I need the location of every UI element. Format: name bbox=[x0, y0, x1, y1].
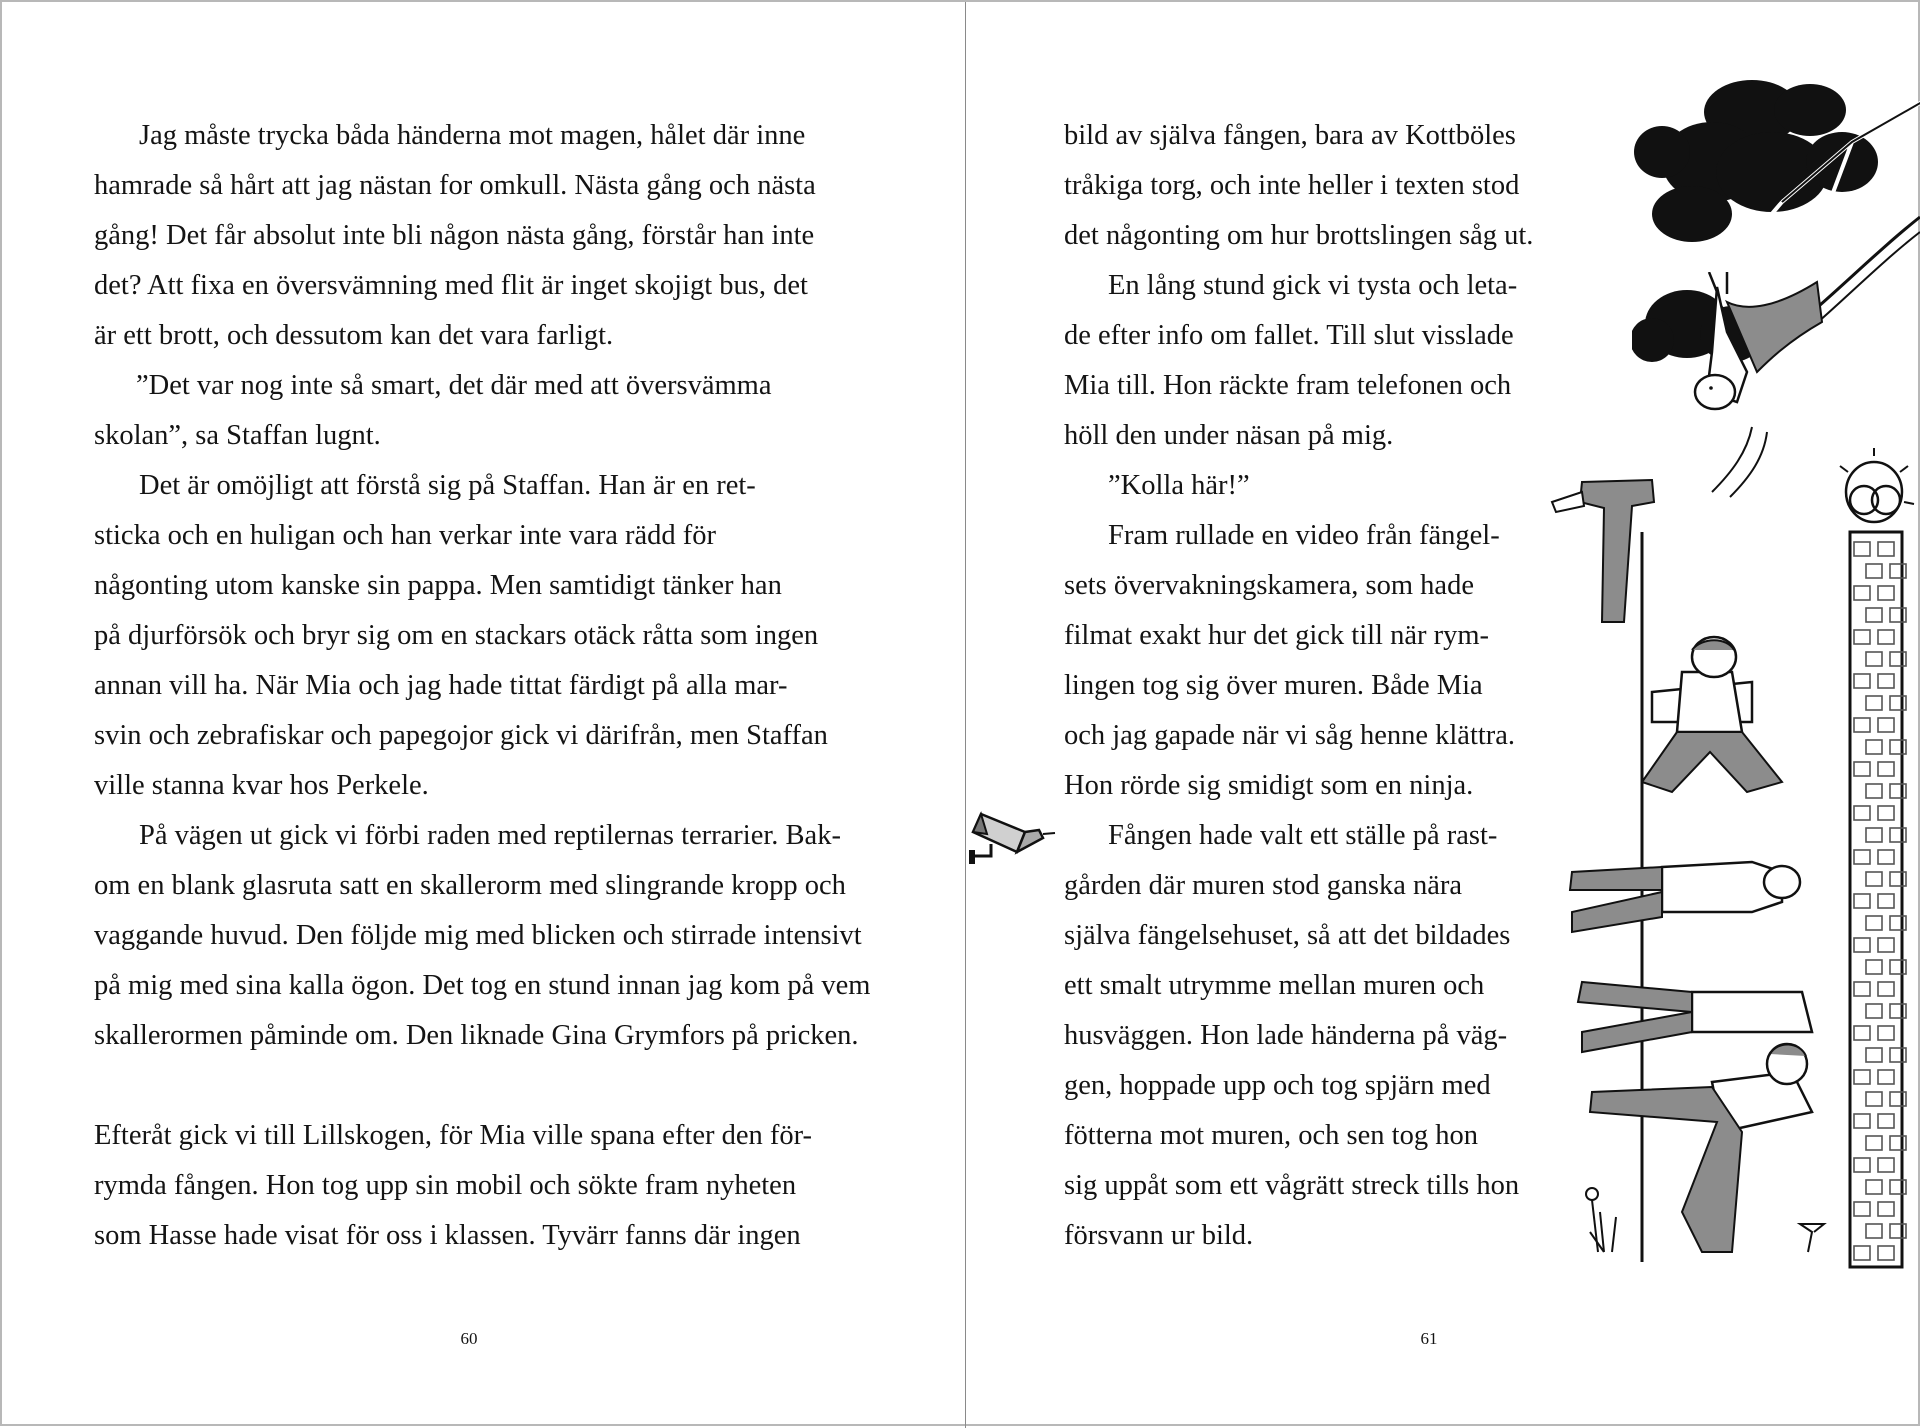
text-line: sig uppåt som ett vågrätt streck tills hon bbox=[1064, 1170, 1520, 1201]
text-line: På vägen ut gick vi förbi raden med reptilernas terrarier. Bak- bbox=[139, 820, 841, 851]
page-number-left: 60 bbox=[460, 1329, 478, 1348]
text-line: skallerormen påminde om. Den liknade Gina Grymfors på pricken. bbox=[94, 1020, 859, 1051]
text-line: En lång stund gick vi tysta och leta- bbox=[1108, 270, 1518, 301]
climbing-figure-icon bbox=[1667, 272, 1827, 422]
text-line: som Hasse hade visat för oss i klassen. Tyvärr fanns där ingen bbox=[94, 1220, 801, 1251]
text-line: filmat exakt hur det gick till när rym- bbox=[1064, 620, 1489, 651]
text-line: Jag måste trycka båda händerna mot magen, hålet där inne bbox=[139, 120, 806, 151]
text-line: ett smalt utrymme mellan muren och bbox=[1064, 970, 1485, 1001]
text-line: Fången hade valt ett ställe på rast- bbox=[1108, 820, 1498, 851]
text-line: de efter info om fallet. Till slut visslade bbox=[1064, 320, 1514, 351]
text-line: husväggen. Hon lade händerna på väg- bbox=[1064, 1020, 1508, 1051]
text-line: gång! Det får absolut inte bli någon nästa gång, förstår han inte bbox=[94, 220, 815, 251]
text-line: skolan”, sa Staffan lugnt. bbox=[94, 420, 381, 451]
text-line: själva fängelsehuset, så att det bildades bbox=[1064, 920, 1511, 951]
text-line: rymda fången. Hon tog upp sin mobil och sökte fram nyheten bbox=[94, 1170, 797, 1201]
text-line: fötterna mot muren, och sen tog hon bbox=[1064, 1120, 1478, 1151]
text-line: ”Det var nog inte så smart, det där med att översvämma bbox=[136, 370, 772, 401]
text-line: bild av själva fången, bara av Kottböles bbox=[1064, 120, 1516, 151]
text-line: sets övervakningskamera, som hade bbox=[1064, 570, 1474, 601]
text-line: Det är omöjligt att förstå sig på Staffan. Han är en ret- bbox=[139, 470, 756, 501]
text-line: tråkiga torg, och inte heller i texten stod bbox=[1064, 170, 1520, 201]
page-gutter bbox=[965, 2, 966, 1428]
text-line: det? Att fixa en översvämning med flit är inget skojigt bus, det bbox=[94, 270, 808, 301]
text-line: vaggande huvud. Den följde mig med blicken och stirrade intensivt bbox=[94, 920, 862, 951]
text-line: ville stanna kvar hos Perkele. bbox=[94, 770, 429, 801]
text-line: Efteråt gick vi till Lillskogen, för Mia ville spana efter den för- bbox=[94, 1120, 813, 1151]
climbing-figure-icon bbox=[1542, 472, 1852, 1272]
text-line: sticka och en huligan och han verkar inte vara rädd för bbox=[94, 520, 716, 551]
text-line: det någonting om hur brottslingen såg ut. bbox=[1064, 220, 1534, 251]
text-line: någonting utom kanske sin pappa. Men samtidigt tänker han bbox=[94, 570, 782, 601]
text-line: är ett brott, och dessutom kan det vara farligt. bbox=[94, 320, 614, 351]
text-line: gården där muren stod ganska nära bbox=[1064, 870, 1463, 901]
page-number-right: 61 bbox=[1420, 1329, 1438, 1348]
brick-wall-icon bbox=[1842, 442, 1920, 1272]
text-line: om en blank glasruta satt en skallerorm med slingrande kropp och bbox=[94, 870, 846, 901]
text-line: och jag gapade när vi såg henne klättra. bbox=[1064, 720, 1516, 751]
security-camera-icon bbox=[967, 808, 1059, 866]
text-line: på mig med sina kalla ögon. Det tog en stund innan jag kom på vem bbox=[94, 970, 871, 1001]
text-line: Mia till. Hon räckte fram telefonen och bbox=[1064, 370, 1512, 401]
text-line: försvann ur bild. bbox=[1064, 1220, 1254, 1251]
text-line: Fram rullade en video från fängel- bbox=[1108, 520, 1500, 551]
text-line: höll den under näsan på mig. bbox=[1064, 420, 1394, 451]
text-line: svin och zebrafiskar och papegojor gick vi därifrån, men Staffan bbox=[94, 720, 828, 751]
text-line: gen, hoppade upp och tog spjärn med bbox=[1064, 1070, 1491, 1101]
text-line: på djurförsök och bryr sig om en stackars otäck råtta som ingen bbox=[94, 620, 819, 651]
text-line: ”Kolla här!” bbox=[1108, 470, 1250, 501]
text-line: Hon rörde sig smidigt som en ninja. bbox=[1064, 770, 1474, 801]
text-line: hamrade så hårt att jag nästan for omkull. Nästa gång och nästa bbox=[94, 170, 816, 201]
text-line: annan vill ha. När Mia och jag hade tittat färdigt på alla mar- bbox=[94, 670, 788, 701]
text-line: lingen tog sig över muren. Både Mia bbox=[1064, 670, 1483, 701]
